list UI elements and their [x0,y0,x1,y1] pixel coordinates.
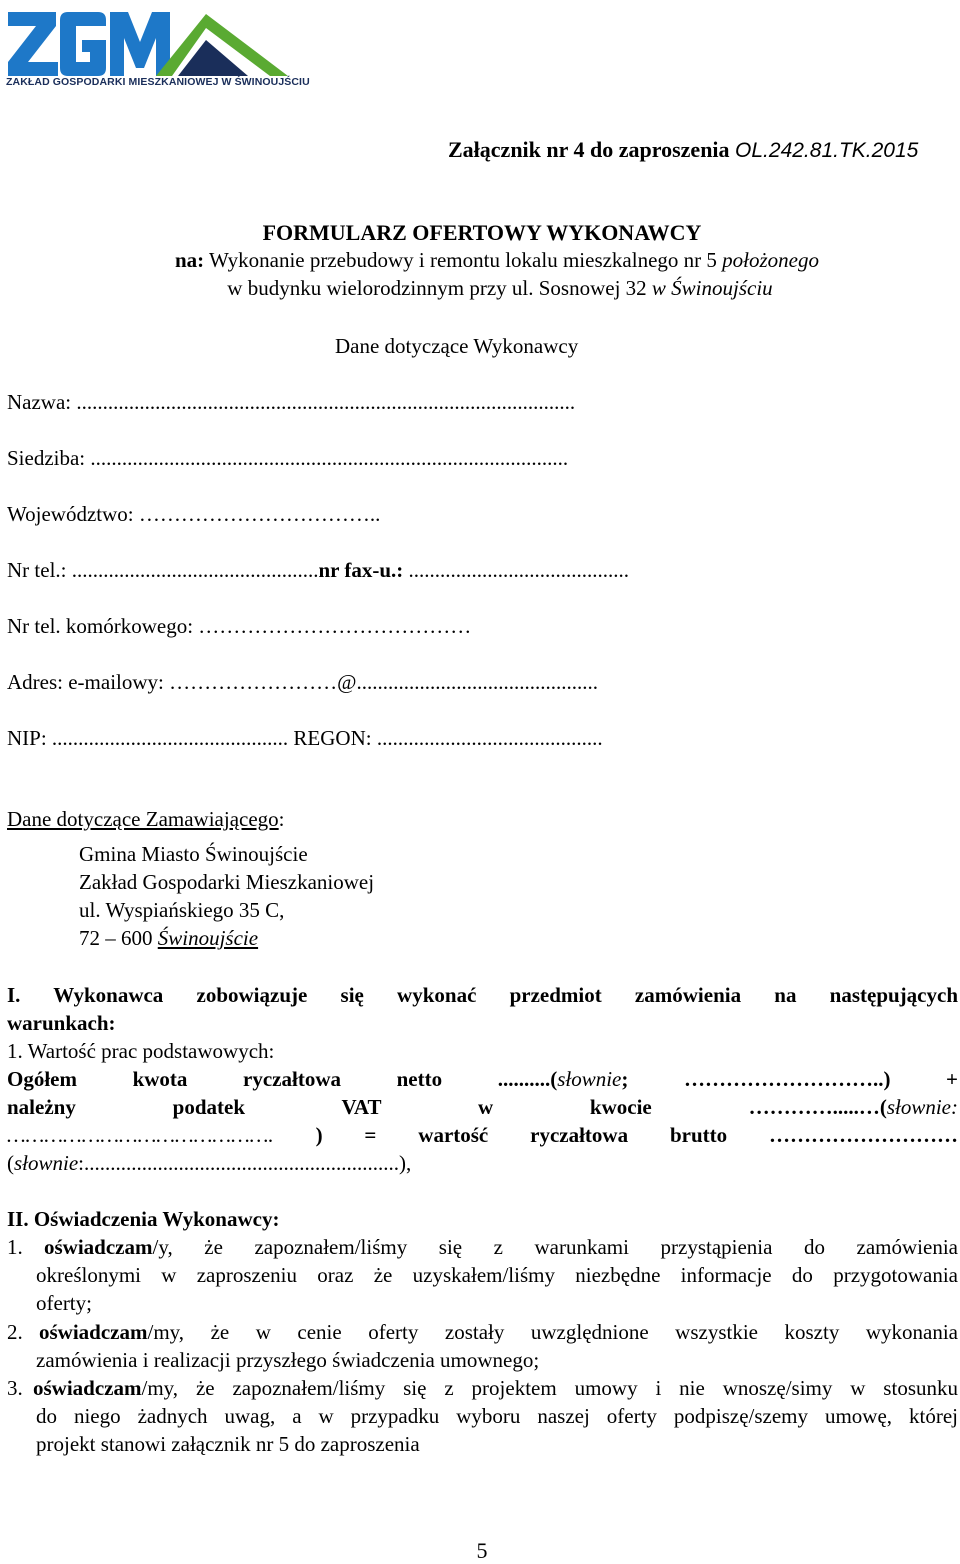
contractor-seat-field[interactable]: Siedziba: ........................................................................................... [7,446,569,470]
voivodeship-label: Województwo: [7,502,139,526]
voivodeship-value: …………………………….. [138,502,381,526]
contractor-phone-fax-field[interactable] [7,558,629,583]
ordering-line-2: Zakład Gospodarki Mieszkaniowej [79,870,375,894]
subject-na-label: na: [175,248,205,272]
contractor-email-field[interactable] [7,670,598,695]
section1-heading-line2: warunkach: [7,1011,116,1035]
gross-words-dots: :............................................................), [78,1151,412,1175]
phone-label: Nr tel. [7,558,61,582]
subject-text-2b: w Świnoujściu [651,276,773,300]
declaration-2-line2: zamówienia i realizacji przyszłego świadczenia umownego; [36,1348,540,1372]
email-value: : ……………………@.............................................. [158,670,598,694]
attachment-prefix: Załącznik nr 4 do zaproszenia [448,137,736,162]
gross-label: ) = wartość ryczałtowa brutto ……………………… [315,1123,959,1147]
contractor-nip-regon-field[interactable]: NIP: ............................................. REGON: ........................................... [7,726,603,750]
fax-label: nr fax-u.: [318,558,409,582]
declaration-3-text1: /my, że zapoznałem/liśmy się z projektem umowy i nie wnoszę/simy w stosunku [141,1376,958,1400]
gross-words-open: ( [7,1151,14,1175]
declaration-1-line3: oferty; [36,1291,92,1315]
declaration-3-line3: projekt stanowi załącznik nr 5 do zaproszenia [36,1432,420,1456]
fax-value: .......................................... [408,558,630,582]
gross-row[interactable] [7,1123,958,1148]
net-amount-dots: ..........( [497,1067,558,1091]
net-amount-row[interactable] [7,1067,958,1092]
vat-words-dots: ……………………………………. [7,1123,274,1147]
ordering-heading-text: Dane dotyczące Zamawiającego [7,807,279,831]
ordering-line-4 [79,926,258,951]
attachment-reference [448,137,918,163]
attachment-ref: OL.242.81.TK.2015 [735,139,919,162]
net-words-label: słownie [557,1067,622,1091]
section1-item1: 1. Wartość prac podstawowych: [7,1039,275,1063]
vat-dots: ………….....…( [748,1095,887,1119]
subject-text-1: Wykonanie przebudowy i remontu lokalu mieszkalnego nr 5 [204,248,723,272]
mobile-label: Nr tel. komórkowego [7,614,188,638]
declaration-2-number: 2. [7,1320,23,1344]
contractor-heading: Dane dotyczące Wykonawcy [335,334,579,358]
vat-label: należny podatek VAT w kwocie [7,1095,652,1119]
contractor-name-field[interactable]: Nazwa: ............................................................................................... [7,390,576,414]
ordering-city: Świnoujście [157,926,259,950]
declaration-1-line2: określonymi w zaproszeniu oraz że uzyskałem/liśmy niezbędne informacje do przygotowania [36,1263,958,1287]
declaration-3-verb: oświadczam [33,1376,142,1400]
net-words-dots: ; ………………………..) + [621,1067,959,1091]
logo-subtitle: ZAKŁAD GOSPODARKI MIESZKANIOWEJ W ŚWINOUJŚCIU [6,76,310,88]
vat-words-label: słownie: [886,1095,958,1119]
declaration-2-line1 [39,1320,958,1345]
net-amount-label: Ogółem kwota ryczałtowa netto [7,1067,443,1091]
phone-value: : ............................................... [60,558,319,582]
ordering-postcode: 72 – 600 [79,926,158,950]
declaration-3-line1 [33,1376,958,1401]
section1-heading-line1: I. Wykonawca zobowiązuje się wykonać przedmiot zamówienia na następujących [7,983,958,1007]
gross-words-label: słownie [14,1151,79,1175]
ordering-heading-colon: : [278,807,285,831]
ordering-line-1: Gmina Miasto Świnoujście [79,842,308,866]
vat-row[interactable] [7,1095,958,1120]
section2-heading: II. Oświadczenia Wykonawcy: [7,1207,280,1231]
declaration-1-text1: /y, że zapoznałem/liśmy się z warunkami przystąpienia do zamówienia [152,1235,958,1259]
contractor-mobile-field[interactable] [7,614,471,639]
declaration-2-verb: oświadczam [39,1320,148,1344]
mobile-value: : ………………………………… [187,614,472,638]
subject-line-1 [0,248,960,273]
declaration-3-line2: do niego żadnych uwag, a w przypadku wyboru naszej oferty podpiszę/szemy umowę, której [36,1404,958,1428]
gross-words-row[interactable] [7,1151,411,1176]
declaration-3-number: 3. [7,1376,23,1400]
subject-line-2 [0,276,960,301]
email-label: Adres: e-mailowy [7,670,159,694]
declaration-1-number: 1. [7,1235,23,1259]
declaration-2-text1: /my, że w cenie oferty zostały uwzględnione wszystkie koszty wykonania [147,1320,958,1344]
ordering-heading [7,807,285,832]
declaration-1-verb: oświadczam [44,1235,153,1259]
ordering-line-3: ul. Wyspiańskiego 35 C, [79,898,285,922]
subject-text-2: w budynku wielorodzinnym przy ul. Sosnowej 32 [227,276,652,300]
subject-text-1b: położonego [722,248,819,272]
form-heading: FORMULARZ OFERTOWY WYKONAWCY [262,220,702,245]
declaration-1-line1 [44,1235,958,1260]
page-number: 5 [476,1538,488,1563]
contractor-voivodeship-field[interactable] [7,502,380,527]
